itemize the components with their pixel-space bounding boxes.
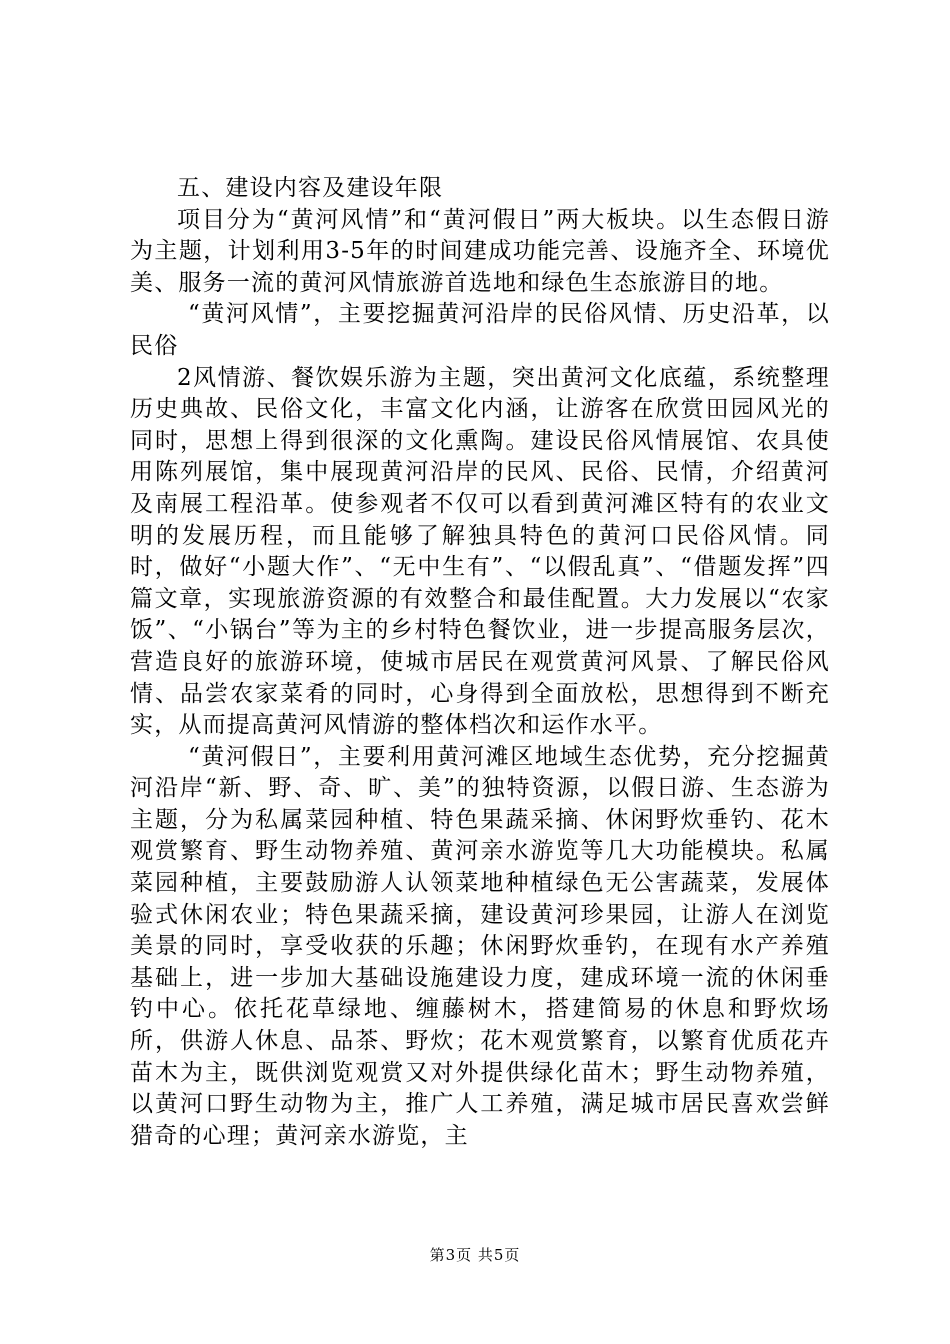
page-number-footer: 第3页 共5页 <box>429 1246 521 1264</box>
document-body <box>130 173 830 1152</box>
section-heading: 五、建设内容及建设年限 <box>177 175 444 201</box>
paragraph-huanghe-fengqing-detail: 2风情游、餐饮娱乐游为主题，突出黄河文化底蕴，系统整理历史典故、民俗文化，丰富文化内涵，让游客在欣赏田园风光的同时，思想上得到很深的文化熏陶。建设民俗风情展馆、农具使用陈列展馆，集中展现黄河沿岸的民风、民俗、民情，介绍黄河及南展工程沿革。使参观者不仅可以看到黄河滩区特有的农业文明的发展历程，而且能够了解独具特色的黄河口民俗风情。同时，做好“小题大作”、“无中生有”、“以假乱真”、“借题发挥”四篇文章，实现旅游资源的有效整合和最佳配置。大力发展以“农家饭”、“小锅台”等为主的乡村特色餐饮业，进一步提高服务层次，营造良好的旅游环境，使城市居民在观赏黄河风景、了解民俗风情、品尝农家菜肴的同时，心身得到全面放松，思想得到不断充实，从而提高黄河风情游的整体档次和运作水平。 <box>130 364 830 739</box>
paragraph-huanghe-fengqing-intro: “黄河风情”，主要挖掘黄河沿岸的民俗风情、历史沿革，以民俗 <box>130 301 830 359</box>
paragraph-overview: 项目分为“黄河风情”和“黄河假日”两大板块。以生态假日游为主题，计划利用3-5年的时间建成功能完善、设施齐全、环境优美、服务一流的黄河风情旅游首选地和绿色生态旅游目的地。 <box>130 206 830 296</box>
paragraph-huanghe-jiari: “黄河假日”，主要利用黄河滩区地域生态优势，充分挖掘黄河沿岸“新、野、奇、旷、美”的独特资源，以假日游、生态游为主题，分为私属菜园种植、特色果蔬采摘、休闲野炊垂钓、花木观赏繁育、野生动物养殖、黄河亲水游览等几大功能模块。私属菜园种植，主要鼓励游人认领菜地种植绿色无公害蔬菜，发展体验式休闲农业；特色果蔬采摘，建设黄河珍果园，让游人在浏览美景的同时，享受收获的乐趣；休闲野炊垂钓，在现有水产养殖基础上，进一步加大基础设施建设力度，建成环境一流的休闲垂钓中心。依托花草绿地、缠藤树木，搭建简易的休息和野炊场所，供游人休息、品茶、野炊；花木观赏繁育，以繁育优质花卉苗木为主，既供浏览观赏又对外提供绿化苗木；野生动物养殖，以黄河口野生动物为主，推广人工养殖，满足城市居民喜欢尝鲜猎奇的心理；黄河亲水游览，主 <box>130 743 830 1149</box>
